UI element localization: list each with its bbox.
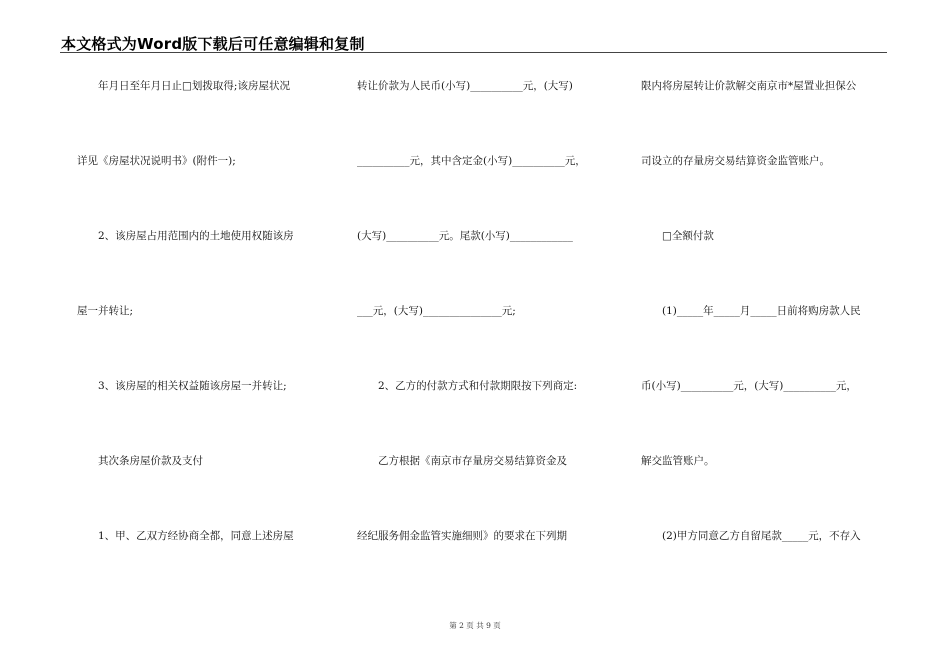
column-1-line-7: 1、甲、乙双方经协商全都，同意上述房屋	[77, 530, 294, 542]
column-1-line-3: 2、该房屋占用范围内的土地使用权随该房	[77, 230, 294, 242]
column-1-line-6: 其次条房屋价款及支付	[77, 455, 203, 467]
column-3-line-6: 解交监管账户。	[641, 455, 715, 467]
column-2-line-6: 乙方根据《南京市存量房交易结算资金及	[357, 455, 567, 467]
column-2-line-4: ___元，(大写)_______________元;	[357, 305, 516, 317]
column-3-line-3: □全额付款	[641, 230, 714, 242]
column-1-line-1: 年月日至年月日止□划拨取得;该房屋状况	[77, 80, 290, 92]
document-header-title: 本文格式为Word版下载后可任意编辑和复制	[61, 35, 365, 53]
column-2-line-5: 2、乙方的付款方式和付款期限按下列商定:	[357, 380, 578, 392]
column-3-line-5: 币(小写)__________元，(大写)__________元，	[641, 380, 857, 392]
column-1-line-5: 3、该房屋的相关权益随该房屋一并转让;	[77, 380, 287, 392]
column-3-line-2: 司设立的存量房交易结算资金监管账户。	[641, 155, 830, 167]
column-3-line-7: (2)甲方同意乙方自留尾款_____元，不存入	[641, 530, 861, 542]
column-2-line-1: 转让价款为人民币(小写)__________元，(大写)	[357, 80, 573, 92]
column-2-line-3: (大写)__________元。尾款(小写)____________	[357, 230, 573, 242]
text-column-1	[77, 0, 323, 672]
column-3-line-1: 限内将房屋转让价款解交南京市*屋置业担保公	[641, 80, 857, 92]
column-3-line-4: (1)_____年_____月_____日前将购房款人民	[641, 305, 861, 317]
column-1-line-4: 屋一并转让;	[77, 305, 134, 317]
text-column-2	[357, 0, 607, 672]
text-column-3	[641, 0, 887, 672]
column-2-line-7: 经纪服务佣金监管实施细则》的要求在下列期	[357, 530, 567, 542]
column-1-line-2: 详见《房屋状况说明书》(附件一);	[77, 155, 236, 167]
column-2-line-2: __________元，其中含定金(小写)__________元，	[357, 155, 586, 167]
page-number-footer: 第 2 页 共 9 页	[449, 621, 501, 630]
